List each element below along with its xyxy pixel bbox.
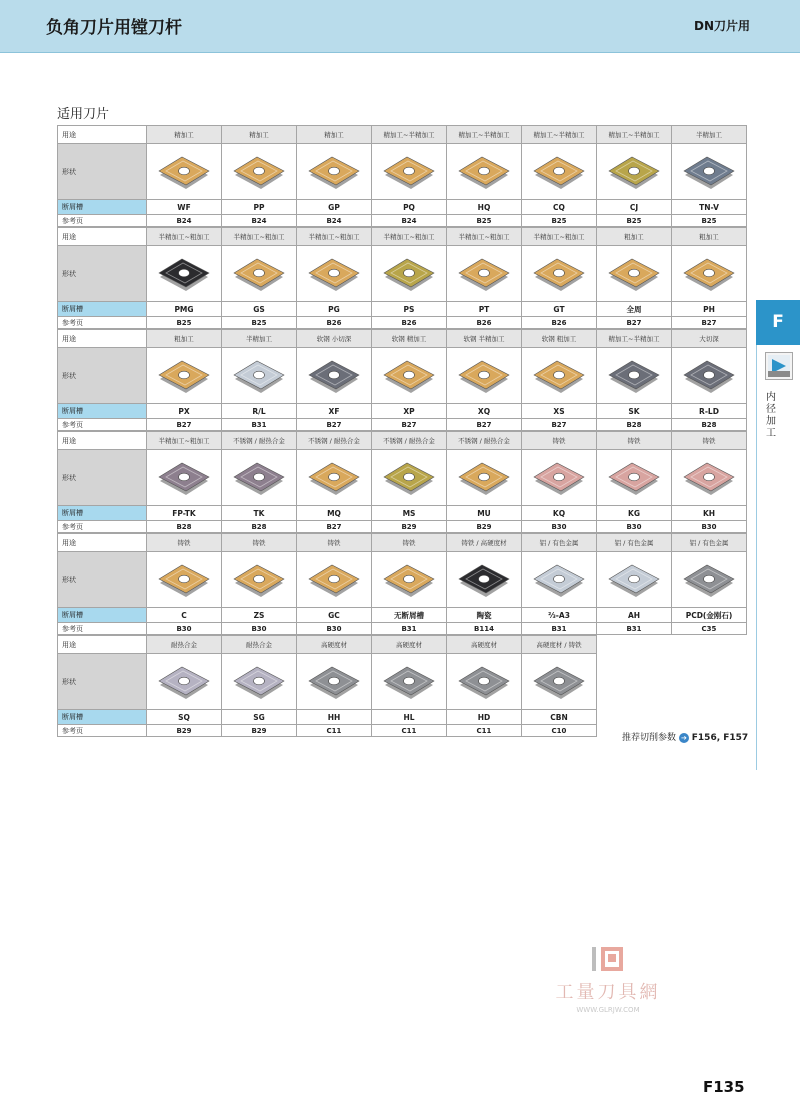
- insert-image: [232, 662, 286, 702]
- insert-image: [157, 458, 211, 498]
- insert-page: B25: [147, 317, 222, 329]
- insert-groove: 全周: [597, 302, 672, 317]
- insert-use: 半精加工~粗加工: [222, 228, 297, 246]
- insert-groove: HQ: [447, 200, 522, 215]
- insert-groove: HL: [372, 710, 447, 725]
- insert-shape-cell: [447, 450, 522, 506]
- insert-table-block: [57, 227, 747, 329]
- insert-shape-cell: [522, 450, 597, 506]
- row-label-page: 参考页: [58, 521, 147, 533]
- insert-image: [307, 560, 361, 600]
- insert-groove: C: [147, 608, 222, 623]
- row-label-use: 用途: [58, 432, 147, 450]
- insert-groove: MU: [447, 506, 522, 521]
- insert-image: [382, 152, 436, 192]
- insert-shape-cell: [522, 246, 597, 302]
- insert-use: 不锈钢 / 耐热合金: [447, 432, 522, 450]
- insert-groove: XQ: [447, 404, 522, 419]
- insert-shape-cell: [222, 654, 297, 710]
- insert-image: [307, 662, 361, 702]
- insert-page: B29: [222, 725, 297, 737]
- insert-shape-cell: [222, 246, 297, 302]
- insert-shape-cell: [597, 450, 672, 506]
- insert-page: C35: [672, 623, 747, 635]
- insert-page: B27: [447, 419, 522, 431]
- insert-shape-cell: [372, 552, 447, 608]
- insert-image: [532, 254, 586, 294]
- insert-groove: GP: [297, 200, 372, 215]
- insert-use: 精加工~半精加工: [372, 126, 447, 144]
- insert-page: B31: [222, 419, 297, 431]
- row-label-page: 参考页: [58, 419, 147, 431]
- insert-shape-cell: [222, 450, 297, 506]
- insert-image: [157, 254, 211, 294]
- insert-shape-cell: [597, 144, 672, 200]
- insert-groove: CBN: [522, 710, 597, 725]
- insert-shape-cell: [522, 654, 597, 710]
- insert-use: 铝 / 有色金属: [597, 534, 672, 552]
- insert-use: 半精加工~粗加工: [297, 228, 372, 246]
- insert-shape-cell: [522, 552, 597, 608]
- insert-groove: GS: [222, 302, 297, 317]
- insert-groove: XS: [522, 404, 597, 419]
- insert-use: 铸铁 / 高硬度材: [447, 534, 522, 552]
- insert-shape-cell: [297, 654, 372, 710]
- note-refs: F156, F157: [691, 733, 749, 743]
- insert-use: 精加工: [147, 126, 222, 144]
- insert-page: B28: [147, 521, 222, 533]
- insert-page: B27: [597, 317, 672, 329]
- insert-image: [232, 356, 286, 396]
- insert-image: [157, 152, 211, 192]
- insert-table-block: [57, 431, 747, 533]
- insert-image: [157, 356, 211, 396]
- row-label-page: 参考页: [58, 317, 147, 329]
- insert-page: B31: [372, 623, 447, 635]
- insert-table-block: [57, 329, 747, 431]
- row-label-grv: 断屑槽: [58, 710, 147, 725]
- insert-page: B24: [222, 215, 297, 227]
- insert-page: B27: [522, 419, 597, 431]
- insert-use: 铸铁: [372, 534, 447, 552]
- empty-cell: [672, 636, 746, 654]
- insert-page: B26: [372, 317, 447, 329]
- insert-groove: ZS: [222, 608, 297, 623]
- insert-image: [382, 356, 436, 396]
- insert-page: B26: [297, 317, 372, 329]
- insert-page: B27: [297, 419, 372, 431]
- insert-image: [532, 356, 586, 396]
- row-label-shape: 形状: [58, 348, 147, 404]
- insert-image: [382, 560, 436, 600]
- insert-use: 耐热合金: [147, 636, 222, 654]
- side-tab-f[interactable]: F: [756, 300, 800, 345]
- section-title: 适用刀片: [57, 107, 110, 122]
- insert-use: 精加工~半精加工: [447, 126, 522, 144]
- insert-page: B31: [597, 623, 672, 635]
- insert-shape-cell: [672, 246, 747, 302]
- insert-page: B24: [147, 215, 222, 227]
- insert-use: 精加工~半精加工: [597, 330, 672, 348]
- insert-image: [232, 560, 286, 600]
- insert-groove: CJ: [597, 200, 672, 215]
- row-label-grv: 断屑槽: [58, 608, 147, 623]
- insert-shape-cell: [147, 348, 222, 404]
- row-label-shape: 形状: [58, 654, 147, 710]
- insert-use: 铸铁: [597, 432, 672, 450]
- insert-groove: HH: [297, 710, 372, 725]
- insert-use: 精加工: [222, 126, 297, 144]
- insert-image: [382, 458, 436, 498]
- insert-use: 铝 / 有色金属: [522, 534, 597, 552]
- insert-use: 高硬度材: [372, 636, 447, 654]
- insert-table-block: [57, 635, 746, 737]
- insert-page: C10: [522, 725, 597, 737]
- insert-shape-cell: [372, 450, 447, 506]
- insert-use: 大切深: [672, 330, 747, 348]
- insert-shape-cell: [672, 144, 747, 200]
- insert-image: [382, 662, 436, 702]
- insert-use: 半精加工: [222, 330, 297, 348]
- recommended-params-note[interactable]: [622, 730, 748, 743]
- insert-table-block: [57, 533, 747, 635]
- row-label-grv: 断屑槽: [58, 302, 147, 317]
- empty-cell: [672, 654, 746, 710]
- row-label-page: 参考页: [58, 215, 147, 227]
- insert-image: [457, 152, 511, 192]
- insert-page: B24: [372, 215, 447, 227]
- insert-image: [157, 662, 211, 702]
- side-divider: [756, 300, 757, 770]
- insert-groove: 陶瓷: [447, 608, 522, 623]
- insert-use: 耐热合金: [222, 636, 297, 654]
- insert-page: B27: [372, 419, 447, 431]
- insert-use: 铸铁: [522, 432, 597, 450]
- insert-page: B29: [372, 521, 447, 533]
- row-label-grv: 断屑槽: [58, 200, 147, 215]
- watermark: [540, 944, 676, 1014]
- insert-use: 不锈钢 / 耐热合金: [372, 432, 447, 450]
- insert-shape-cell: [147, 552, 222, 608]
- insert-use: 高硬度材: [297, 636, 372, 654]
- insert-use: 半精加工~粗加工: [372, 228, 447, 246]
- row-label-page: 参考页: [58, 725, 147, 737]
- insert-page: B26: [522, 317, 597, 329]
- insert-shape-cell: [447, 246, 522, 302]
- insert-shape-cell: [147, 246, 222, 302]
- row-label-grv: 断屑槽: [58, 404, 147, 419]
- insert-groove: PS: [372, 302, 447, 317]
- insert-image: [457, 560, 511, 600]
- insert-image: [682, 560, 736, 600]
- insert-page: B27: [147, 419, 222, 431]
- insert-groove: PCD(金刚石): [672, 608, 747, 623]
- watermark-text: 工量刀具網: [555, 982, 661, 1003]
- insert-image: [607, 152, 661, 192]
- insert-groove: GT: [522, 302, 597, 317]
- insert-shape-cell: [297, 552, 372, 608]
- insert-image: [682, 356, 736, 396]
- insert-use: 软钢 半精加工: [447, 330, 522, 348]
- insert-image: [532, 560, 586, 600]
- insert-groove: XF: [297, 404, 372, 419]
- insert-groove: PP: [222, 200, 297, 215]
- insert-groove: PX: [147, 404, 222, 419]
- empty-cell: [597, 636, 672, 654]
- insert-page: B29: [147, 725, 222, 737]
- insert-groove: R-LD: [672, 404, 747, 419]
- insert-use: 精加工~半精加工: [597, 126, 672, 144]
- insert-shape-cell: [597, 348, 672, 404]
- insert-shape-cell: [222, 144, 297, 200]
- insert-use: 精加工: [297, 126, 372, 144]
- insert-shape-cell: [297, 246, 372, 302]
- insert-image: [682, 458, 736, 498]
- insert-groove: PT: [447, 302, 522, 317]
- row-label-page: 参考页: [58, 623, 147, 635]
- arrow-right-icon: ➔: [679, 733, 689, 743]
- insert-use: 半精加工~粗加工: [522, 228, 597, 246]
- insert-shape-cell: [297, 144, 372, 200]
- insert-page: B31: [522, 623, 597, 635]
- insert-groove: 无断屑槽: [372, 608, 447, 623]
- insert-shape-cell: [447, 654, 522, 710]
- insert-groove: XP: [372, 404, 447, 419]
- insert-image: [307, 254, 361, 294]
- insert-groove: R/L: [222, 404, 297, 419]
- insert-page: B29: [447, 521, 522, 533]
- insert-groove: HD: [447, 710, 522, 725]
- insert-shape-cell: [522, 144, 597, 200]
- insert-use: 软钢 小切深: [297, 330, 372, 348]
- insert-groove: SQ: [147, 710, 222, 725]
- insert-use: 半精加工: [672, 126, 747, 144]
- note-text: 推荐切削参数: [622, 733, 677, 743]
- insert-use: 半精加工~粗加工: [447, 228, 522, 246]
- insert-use: 粗加工: [597, 228, 672, 246]
- insert-use: 不锈钢 / 耐热合金: [222, 432, 297, 450]
- insert-image: [307, 152, 361, 192]
- page-title: 负角刀片用镗刀杆: [46, 18, 182, 38]
- insert-image: [307, 356, 361, 396]
- insert-page: C11: [297, 725, 372, 737]
- insert-use: 高硬度材: [447, 636, 522, 654]
- insert-shape-cell: [447, 144, 522, 200]
- insert-shape-cell: [672, 450, 747, 506]
- insert-page: B30: [222, 623, 297, 635]
- insert-groove: PQ: [372, 200, 447, 215]
- insert-shape-cell: [147, 144, 222, 200]
- insert-use: 半精加工~粗加工: [147, 432, 222, 450]
- row-label-use: 用途: [58, 126, 147, 144]
- row-label-use: 用途: [58, 636, 147, 654]
- insert-use: 半精加工~粗加工: [147, 228, 222, 246]
- insert-shape-cell: [222, 552, 297, 608]
- insert-groove: PG: [297, 302, 372, 317]
- row-label-use: 用途: [58, 330, 147, 348]
- insert-page: C11: [372, 725, 447, 737]
- boring-tool-icon: [765, 352, 793, 380]
- insert-page: B25: [447, 215, 522, 227]
- insert-page: B28: [672, 419, 747, 431]
- insert-shape-cell: [372, 654, 447, 710]
- insert-tables: [57, 125, 747, 737]
- insert-page: B30: [147, 623, 222, 635]
- insert-page: B30: [297, 623, 372, 635]
- insert-shape-cell: [147, 654, 222, 710]
- insert-shape-cell: [222, 348, 297, 404]
- insert-use: 精加工~半精加工: [522, 126, 597, 144]
- insert-use: 软钢 精加工: [372, 330, 447, 348]
- row-label-grv: 断屑槽: [58, 506, 147, 521]
- insert-groove: PH: [672, 302, 747, 317]
- side-label: 内径加工: [766, 392, 776, 439]
- insert-groove: TK: [222, 506, 297, 521]
- insert-page: B25: [522, 215, 597, 227]
- insert-shape-cell: [447, 348, 522, 404]
- insert-groove: ⅔-A3: [522, 608, 597, 623]
- insert-groove: MQ: [297, 506, 372, 521]
- insert-groove: PMG: [147, 302, 222, 317]
- insert-page: B28: [222, 521, 297, 533]
- insert-page: B30: [522, 521, 597, 533]
- insert-page: B30: [597, 521, 672, 533]
- insert-page: B24: [297, 215, 372, 227]
- insert-page: B30: [672, 521, 747, 533]
- insert-page: B27: [672, 317, 747, 329]
- insert-use: 不锈钢 / 耐热合金: [297, 432, 372, 450]
- insert-groove: FP-TK: [147, 506, 222, 521]
- insert-groove: TN-V: [672, 200, 747, 215]
- insert-shape-cell: [372, 144, 447, 200]
- insert-image: [457, 458, 511, 498]
- insert-image: [682, 254, 736, 294]
- insert-use: 粗加工: [672, 228, 747, 246]
- insert-groove: CQ: [522, 200, 597, 215]
- insert-groove: AH: [597, 608, 672, 623]
- insert-image: [682, 152, 736, 192]
- watermark-logo-icon: [588, 944, 628, 974]
- insert-groove: GC: [297, 608, 372, 623]
- insert-shape-cell: [297, 348, 372, 404]
- page-number: F135: [703, 1078, 745, 1096]
- insert-page: B25: [597, 215, 672, 227]
- insert-groove: KQ: [522, 506, 597, 521]
- insert-groove: KG: [597, 506, 672, 521]
- insert-use: 粗加工: [147, 330, 222, 348]
- insert-shape-cell: [297, 450, 372, 506]
- insert-use: 高硬度材 / 铸铁: [522, 636, 597, 654]
- row-label-shape: 形状: [58, 450, 147, 506]
- insert-table-block: [57, 125, 747, 227]
- insert-image: [607, 458, 661, 498]
- insert-shape-cell: [597, 246, 672, 302]
- insert-groove: KH: [672, 506, 747, 521]
- empty-cell: [597, 654, 672, 710]
- empty-cell: [597, 710, 672, 725]
- insert-shape-cell: [147, 450, 222, 506]
- insert-image: [307, 458, 361, 498]
- insert-image: [232, 458, 286, 498]
- row-label-shape: 形状: [58, 246, 147, 302]
- row-label-use: 用途: [58, 228, 147, 246]
- insert-image: [532, 662, 586, 702]
- row-label-use: 用途: [58, 534, 147, 552]
- insert-image: [607, 356, 661, 396]
- insert-image: [382, 254, 436, 294]
- insert-groove: SG: [222, 710, 297, 725]
- insert-image: [607, 254, 661, 294]
- insert-image: [157, 560, 211, 600]
- insert-image: [457, 356, 511, 396]
- insert-image: [607, 560, 661, 600]
- insert-page: C11: [447, 725, 522, 737]
- insert-page: B114: [447, 623, 522, 635]
- insert-shape-cell: [522, 348, 597, 404]
- insert-shape-cell: [672, 552, 747, 608]
- insert-page: B27: [297, 521, 372, 533]
- insert-groove: MS: [372, 506, 447, 521]
- page-subtitle: DN刀片用: [693, 19, 750, 33]
- insert-image: [457, 254, 511, 294]
- insert-shape-cell: [447, 552, 522, 608]
- row-label-shape: 形状: [58, 552, 147, 608]
- insert-shape-cell: [672, 348, 747, 404]
- insert-shape-cell: [372, 348, 447, 404]
- insert-image: [457, 662, 511, 702]
- row-label-shape: 形状: [58, 144, 147, 200]
- insert-page: B25: [222, 317, 297, 329]
- insert-image: [532, 458, 586, 498]
- insert-groove: SK: [597, 404, 672, 419]
- insert-page: B25: [672, 215, 747, 227]
- insert-use: 铝 / 有色金属: [672, 534, 747, 552]
- page-header: [0, 0, 800, 53]
- insert-image: [232, 152, 286, 192]
- insert-shape-cell: [597, 552, 672, 608]
- insert-page: B26: [447, 317, 522, 329]
- insert-use: 铸铁: [297, 534, 372, 552]
- insert-use: 铸铁: [222, 534, 297, 552]
- insert-page: B28: [597, 419, 672, 431]
- insert-use: 软钢 粗加工: [522, 330, 597, 348]
- insert-shape-cell: [372, 246, 447, 302]
- insert-use: 铸铁: [672, 432, 747, 450]
- empty-cell: [672, 710, 746, 725]
- insert-groove: WF: [147, 200, 222, 215]
- insert-use: 铸铁: [147, 534, 222, 552]
- watermark-url: WWW.GLRJW.COM: [576, 1006, 640, 1014]
- insert-image: [532, 152, 586, 192]
- insert-image: [232, 254, 286, 294]
